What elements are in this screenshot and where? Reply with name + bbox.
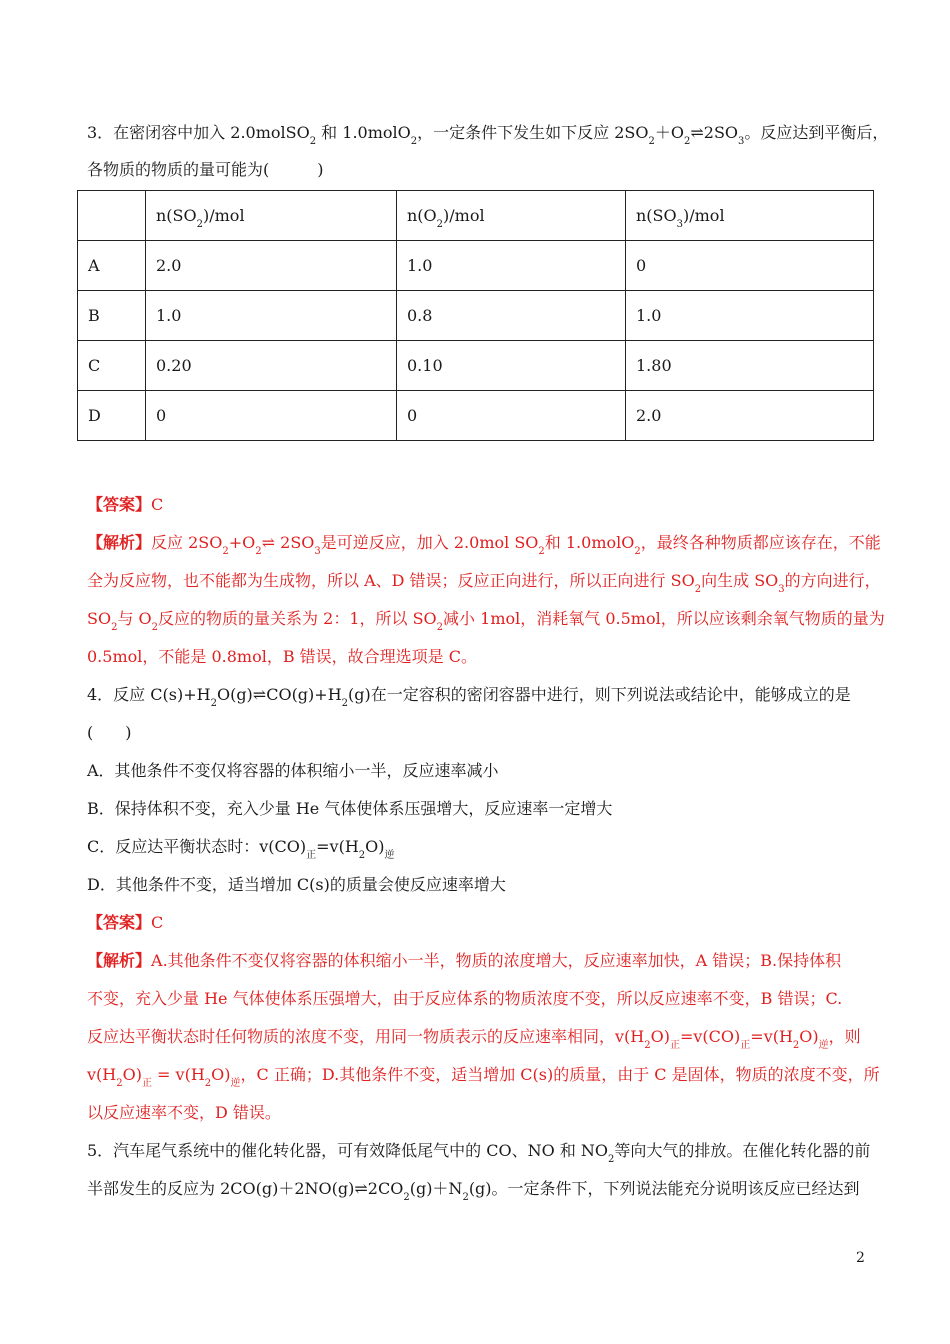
q4-stem-paren: ( ) (87, 723, 132, 742)
table-row (78, 241, 874, 291)
table-cell: 0.20 (146, 341, 397, 391)
q3-answer (87, 494, 163, 516)
table-row (78, 341, 874, 391)
answer-label: 【答案】 (87, 495, 152, 514)
answer-label: 【答案】 (87, 913, 152, 932)
q4-stem: 4．反应 $C(s)+H_2O(g)\rightleftharpoons CO(g)+H_2(g)$在一定容积的密闭容器中进行，则下列说法或结论中，能够成立的是 (87, 685, 851, 709)
table-header-cell (78, 191, 146, 241)
q4-analysis-line3: 反应达平衡状态时任何物质的浓度不变，用同一物质表示的反应速率相同，$v(H_2O)_正=v(CO)_正=v(H_2O)_逆$，则 (87, 1027, 861, 1051)
q4-option-c: C．反应达平衡状态时：$v(CO)_正=v(H_2O)_逆$ (87, 837, 395, 861)
q3-stem-line2: 各物质的物质的量可能为( ) (87, 160, 324, 179)
q3-options-table (77, 190, 874, 441)
q4-analysis-line2: 不变，充入少量 He 气体使体系压强增大，由于反应体系的物质浓度不变，所以反应速率不变，B 错误；C. (87, 989, 843, 1008)
table-row (78, 391, 874, 441)
q3-stem-line1: 3．在密闭容中加入 2.0molSO$_2$ 和 1.0molO$_2$，一定条件下发生如下反应 $2SO_2+O_2\rightleftharpoons 2SO_3$。反应达到平衡后， (87, 123, 889, 147)
table-cell: A (78, 241, 146, 291)
q3-analysis-line4: 0.5mol，不能是 0.8mol，B 错误，故合理选项是 C。 (87, 647, 477, 666)
table-cell: 0 (146, 391, 397, 441)
table-cell: 1.0 (397, 241, 626, 291)
table-cell: D (78, 391, 146, 441)
q4-answer (87, 912, 163, 934)
table-cell: 1.0 (626, 291, 874, 341)
q4-option-d: D．其他条件不变，适当增加 C(s)的质量会使反应速率增大 (87, 875, 506, 894)
q5-stem-line2: 半部发生的反应为 $2CO(g)+2NO(g)\rightleftharpoons 2CO_2(g)+N_2(g)$。一定条件下，下列说法能充分说明该反应已经达到 (87, 1179, 860, 1203)
table-header-cell: $n(SO_3)$/mol (626, 191, 874, 241)
q4-analysis-line1: 【解析】A.其他条件不变仅将容器的体积缩小一半，物质的浓度增大，反应速率加快，A 错误；B.保持体积 (87, 951, 842, 970)
analysis-label: 【解析】 (87, 533, 152, 552)
q3-analysis-line1: 【解析】反应 $2SO_2+O_2\rightleftharpoons$ $2SO_3$是可逆反应，加入 2.0mol $SO_2$和 1.0molO$_2$，最终各种物质都应该存在，不能 (87, 533, 881, 557)
table-cell: 2.0 (146, 241, 397, 291)
q4-analysis-line5: 以反应速率不变，D 错误。 (87, 1103, 281, 1122)
q4-analysis-line4: $v(H_2O)_正 = v(H_2O)_逆$，C 正确；D.其他条件不变，适当增加 C(s)的质量，由于 C 是固体，物质的浓度不变，所 (87, 1065, 880, 1089)
table-header-cell: $n(O_2)$/mol (397, 191, 626, 241)
table-header-cell: $n(SO_2)$/mol (146, 191, 397, 241)
table-cell: C (78, 341, 146, 391)
q3-analysis-line3: $SO_2$与 $O_2$反应的物质的量关系为 2：1，所以 $SO_2$减小 1mol，消耗氧气 0.5mol，所以应该剩余氧气物质的量为 (87, 609, 885, 633)
answer-value: C (151, 495, 164, 514)
table-cell: 0 (626, 241, 874, 291)
table-row (78, 291, 874, 341)
table-cell: 2.0 (626, 391, 874, 441)
table-header-row (78, 191, 874, 241)
analysis-label: 【解析】 (87, 951, 152, 970)
table-cell: 0.8 (397, 291, 626, 341)
page-number: 2 (856, 1250, 865, 1266)
table-cell: 0.10 (397, 341, 626, 391)
q5-stem-line1: 5．汽车尾气系统中的催化转化器，可有效降低尾气中的 CO、NO 和 $NO_2$等向大气的排放。在催化转化器的前 (87, 1141, 871, 1165)
table-cell: B (78, 291, 146, 341)
table-cell: 1.80 (626, 341, 874, 391)
answer-value: C (151, 913, 164, 932)
q4-option-a: A．其他条件不变仅将容器的体积缩小一半，反应速率减小 (87, 761, 499, 780)
table-cell: 1.0 (146, 291, 397, 341)
q4-option-b: B．保持体积不变，充入少量 He 气体使体系压强增大，反应速率一定增大 (87, 799, 613, 818)
table-cell: 0 (397, 391, 626, 441)
q3-analysis-line2: 全为反应物，也不能都为生成物，所以 A、D 错误；反应正向进行，所以正向进行 $SO_2$向生成 $SO_3$的方向进行， (87, 571, 881, 595)
